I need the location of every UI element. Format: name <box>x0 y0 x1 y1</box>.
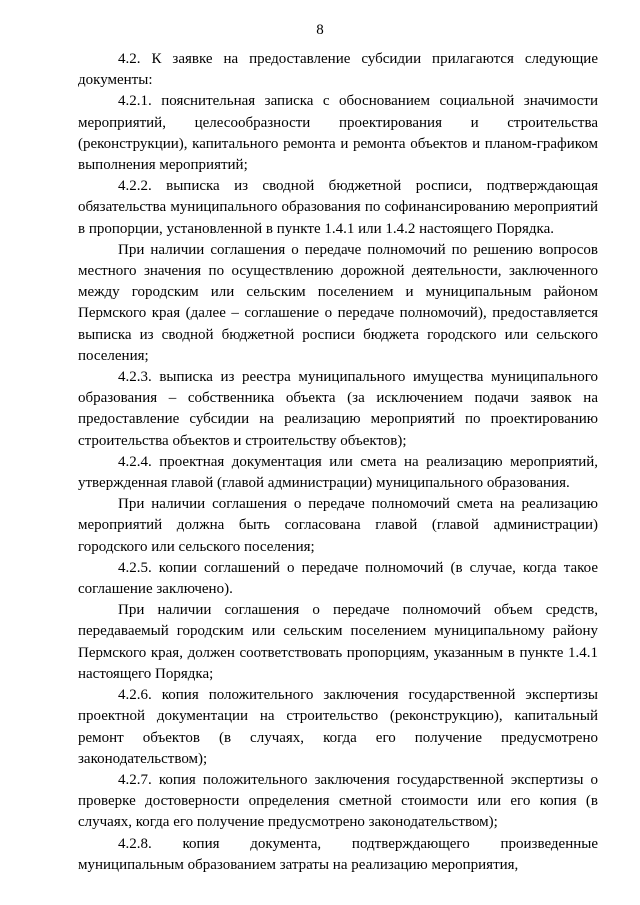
paragraph-4-2-8: 4.2.8. копия документа, подтверждающего произведенные муниципальным образованием затраты на реализацию мероприятия, <box>78 835 598 873</box>
paragraph-4-2-6: 4.2.6. копия положительного заключения государственной экспертизы проектной документации на строительство (реконструкцию), капитальный ремонт объектов (в случаях, когда его получение предусмотрено законодательством); <box>78 687 598 767</box>
document-body <box>78 49 598 876</box>
page-number: 8 <box>316 22 324 38</box>
paragraph-4-2: 4.2. К заявке на предоставление субсидии прилагаются следующие документы: <box>78 51 598 89</box>
paragraph-4-2-5: 4.2.5. копии соглашений о передаче полномочий (в случае, когда такое соглашение заключено). <box>78 559 598 598</box>
paragraph-4-2-1: 4.2.1. пояснительная записка с обоснованием социальной значимости мероприятий, целесообразности проектирования и строительства (реконструкции), капитального ремонта и ремонта объектов и планом-графиком выполнения мероприятий; <box>78 93 598 174</box>
paragraph-4-2-2: 4.2.2. выписка из сводной бюджетной росписи, подтверждающая обязательства муниципального образования по софинансированию мероприятий в пропорции, установленной в пункте 1.4.1 или 1.4.2 настоящего Порядка. <box>78 178 598 237</box>
paragraph-4-2-5-note: При наличии соглашения о передаче полномочий объем средств, передаваемый городским или сельским поселением муниципальному району Пермского края, должен соответствовать пропорциям, указанным в пункте 1.4.1 настоящего Порядка; <box>78 602 598 682</box>
paragraph-4-2-4-note: При наличии соглашения о передаче полномочий смета на реализацию мероприятий должна быть согласована главой (главой администрации) городского или сельского поселения; <box>78 496 598 555</box>
paragraph-4-2-4: 4.2.4. проектная документация или смета на реализацию мероприятий, утвержденная главой (главой администрации) муниципального образования. <box>78 453 598 492</box>
paragraph-4-2-7: 4.2.7. копия положительного заключения государственной экспертизы о проверке достоверности определения сметной стоимости или его копия (в случаях, когда его получение предусмотрено законодательством); <box>78 771 598 831</box>
paragraph-4-2-3: 4.2.3. выписка из реестра муниципального имущества муниципального образования – собственника объекта (за исключением подачи заявок на предоставление субсидии на реализацию мероприятий по проектированию строительства объектов и строительству объектов); <box>78 369 598 449</box>
paragraph-4-2-2-note: При наличии соглашения о передаче полномочий по решению вопросов местного значения по осуществлению дорожной деятельности, заключенного между городским или сельским поселением и муниципальным районом Пермского края (далее – соглашение о передаче полномочий), предоставляется выписка из сводной бюджетной росписи бюджета городского или сельского поселения; <box>78 241 598 364</box>
